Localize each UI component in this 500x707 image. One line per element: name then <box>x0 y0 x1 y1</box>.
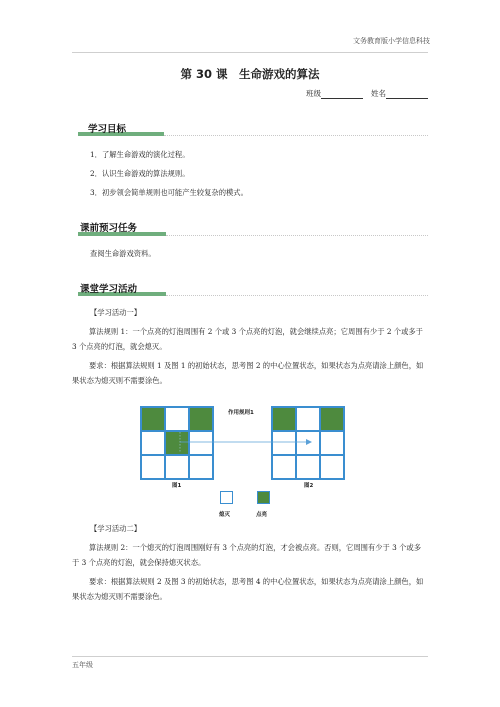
goal-item: 2．认识生命游戏的算法规则。 <box>90 169 190 178</box>
activity-1-requirement: 要求：根据算法规则 1 及图 1 的初始状态，思考图 2 的中心位置状态，如果状态为点亮请涂上颜色，如果状态为熄灭则不需要涂色。 <box>72 361 424 385</box>
activity-2-rule: 算法规则 2：一个熄灭的灯泡周围刚好有 3 个点亮的灯泡，才会被点亮。否则，它周围有少于 3 个或多于 3 个点亮的灯泡，就会保持熄灭状态。 <box>72 543 421 567</box>
goal-item: 1．了解生命游戏的演化过程。 <box>90 150 190 159</box>
name-blank[interactable] <box>386 90 428 99</box>
figure-2-cell-1 <box>272 407 296 431</box>
header-divider <box>72 52 428 53</box>
class-name-line <box>306 88 428 99</box>
figure-2-cell-7 <box>272 455 296 479</box>
figure-1-cell-3 <box>189 407 213 431</box>
figure-1-cell-2 <box>165 407 189 431</box>
class-blank[interactable] <box>321 90 363 99</box>
figure-1-cell-9 <box>189 455 213 479</box>
figure-2-cell-2 <box>296 407 320 431</box>
goals-list <box>90 148 428 200</box>
arrow-head <box>306 439 312 445</box>
publisher-header: 文务教育版小学信息科技 <box>353 37 430 45</box>
class-label: 班级 <box>306 89 321 98</box>
figure-2-cell-3 <box>320 407 344 431</box>
figure-2-cell-9 <box>320 455 344 479</box>
activity-2-title: 【学习活动二】 <box>90 524 142 533</box>
figure-1-cell-4 <box>141 431 165 455</box>
legend-on-label: 点亮 <box>256 512 268 518</box>
rule-arrow <box>176 430 316 456</box>
preview-heading: 课前预习任务 <box>80 223 138 234</box>
goals-dotted-rule <box>164 135 428 136</box>
activities-heading: 课堂学习活动 <box>80 284 138 295</box>
figure-1-cell-8 <box>165 455 189 479</box>
figure-2-label: 图2 <box>304 483 314 489</box>
preview-dotted-rule <box>166 235 428 236</box>
arrow-label: 作用规则1 <box>228 410 254 416</box>
activity-1-rule: 算法规则 1：一个点亮的灯泡周围有 2 个或 3 个点亮的灯泡，就会继续点亮；它周围有少于 2 个或多于 3 个点亮的灯泡，就会熄灭。 <box>72 327 423 351</box>
figure-1-cell-7 <box>141 455 165 479</box>
footer-grade: 五年级 <box>72 661 93 669</box>
figure-2-cell-6 <box>320 431 344 455</box>
goals-heading: 学习目标 <box>88 124 127 135</box>
legend-off-label: 熄灭 <box>219 512 231 518</box>
legend-off-swatch <box>220 491 233 504</box>
footer-divider <box>72 656 428 657</box>
figure-2-cell-8 <box>296 455 320 479</box>
figure-1-label: 图1 <box>172 483 182 489</box>
lesson-title: 第 30 课 生命游戏的算法 <box>180 67 320 81</box>
figure-1-cell-1 <box>141 407 165 431</box>
name-label: 姓名 <box>371 89 386 98</box>
preview-text: 查阅生命游戏资料。 <box>90 249 156 258</box>
goal-item: 3．初步领会简单规则也可能产生较复杂的模式。 <box>90 188 248 197</box>
activity-1-title: 【学习活动一】 <box>90 308 142 317</box>
activities-dotted-rule <box>166 295 428 296</box>
legend-on-swatch <box>257 491 270 504</box>
activity-2-requirement: 要求：根据算法规则 2 及图 3 的初始状态，思考图 4 的中心位置状态，如果状态为点亮请涂上颜色，如果状态为熄灭则不需要涂色。 <box>72 577 424 601</box>
